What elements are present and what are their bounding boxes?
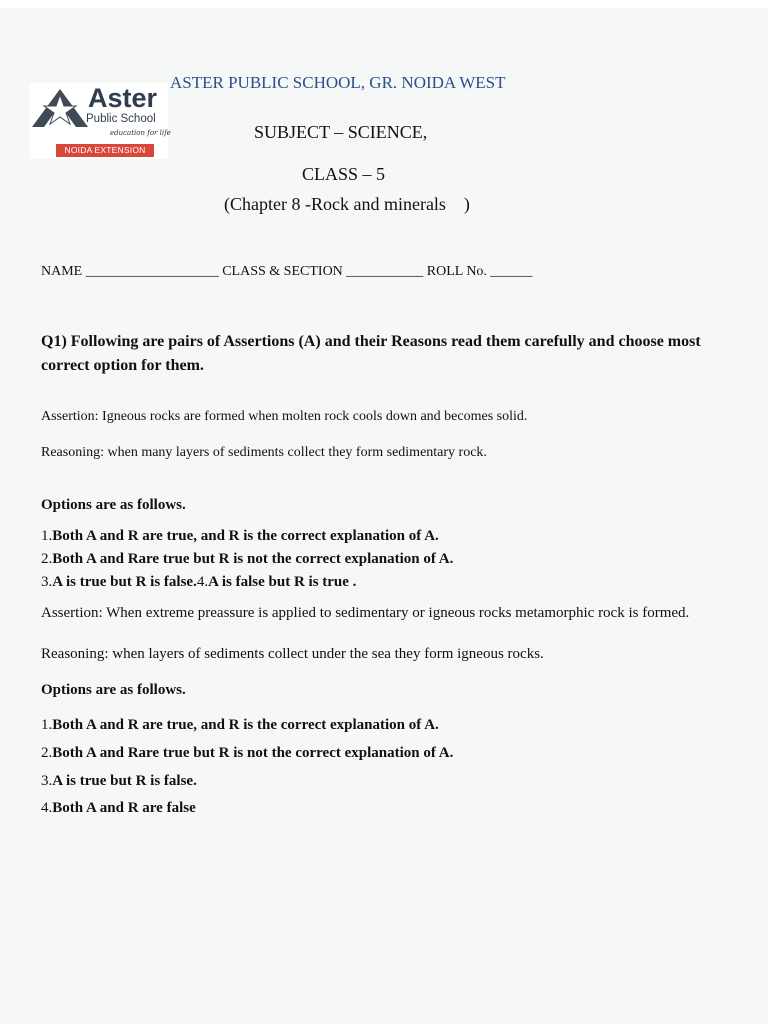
pair1-option-1 bbox=[41, 528, 439, 545]
student-fields-line: NAME ___________________ CLASS & SECTION ___________ ROLL No. ______ bbox=[41, 264, 533, 279]
star-emblem-icon bbox=[32, 87, 88, 129]
question-1: Q1) Following are pairs of Assertions (A) and their Reasons read them carefully and choose most correct option for them. bbox=[41, 333, 701, 374]
option-text: Both A and Rare true but R is not the correct explanation of A. bbox=[52, 745, 454, 761]
chapter-heading: (Chapter 8 -Rock and minerals ) bbox=[224, 194, 470, 214]
subject-heading: SUBJECT – SCIENCE, bbox=[254, 122, 428, 142]
option-number: 1. bbox=[41, 717, 53, 733]
option-text: A is true but R is false. bbox=[52, 574, 197, 590]
option-number: 2. bbox=[41, 745, 53, 761]
class-heading: CLASS – 5 bbox=[302, 164, 386, 184]
option-number: 4. bbox=[196, 574, 209, 590]
pair2-assertion: Assertion: When extreme preassure is applied to sedimentary or igneous rocks metamorphic rock is formed. bbox=[41, 605, 690, 621]
option-number: 3. bbox=[41, 574, 53, 590]
option-number: 4. bbox=[41, 800, 53, 816]
pair1-option-3-4 bbox=[41, 574, 356, 591]
pair2-option-3 bbox=[41, 773, 197, 790]
option-text: Both A and R are false bbox=[52, 800, 196, 816]
pair1-option-2 bbox=[41, 551, 453, 568]
school-logo bbox=[30, 83, 171, 159]
option-text: A is false but R is true . bbox=[208, 574, 357, 590]
option-text: Both A and R are true, and R is the correct explanation of A. bbox=[52, 717, 439, 733]
pair2-option-1 bbox=[41, 717, 439, 734]
logo-brand: Aster bbox=[88, 83, 158, 113]
pair2-option-4 bbox=[41, 800, 196, 817]
school-name: ASTER PUBLIC SCHOOL, GR. NOIDA WEST bbox=[170, 73, 506, 92]
option-number: 3. bbox=[41, 773, 53, 789]
pair1-options-heading: Options are as follows. bbox=[41, 497, 186, 513]
pair2-options-heading: Options are as follows. bbox=[41, 682, 186, 698]
logo-tagline: education for life bbox=[110, 129, 171, 137]
top-strip bbox=[0, 0, 768, 8]
pair2-reasoning: Reasoning: when layers of sediments collect under the sea they form igneous rocks. bbox=[41, 646, 544, 662]
option-number: 2. bbox=[41, 551, 53, 567]
option-number: 1. bbox=[41, 528, 53, 544]
option-text: A is true but R is false. bbox=[52, 773, 197, 789]
option-text: Both A and R are true, and R is the correct explanation of A. bbox=[52, 528, 439, 544]
logo-band: NOIDA EXTENSION bbox=[56, 144, 154, 157]
pair1-reasoning: Reasoning: when many layers of sediments collect they form sedimentary rock. bbox=[41, 445, 487, 460]
logo-subtitle: Public School bbox=[86, 113, 156, 125]
pair2-option-2 bbox=[41, 745, 453, 762]
pair1-assertion: Assertion: Igneous rocks are formed when molten rock cools down and becomes solid. bbox=[41, 409, 528, 424]
option-text: Both A and Rare true but R is not the correct explanation of A. bbox=[52, 551, 454, 567]
